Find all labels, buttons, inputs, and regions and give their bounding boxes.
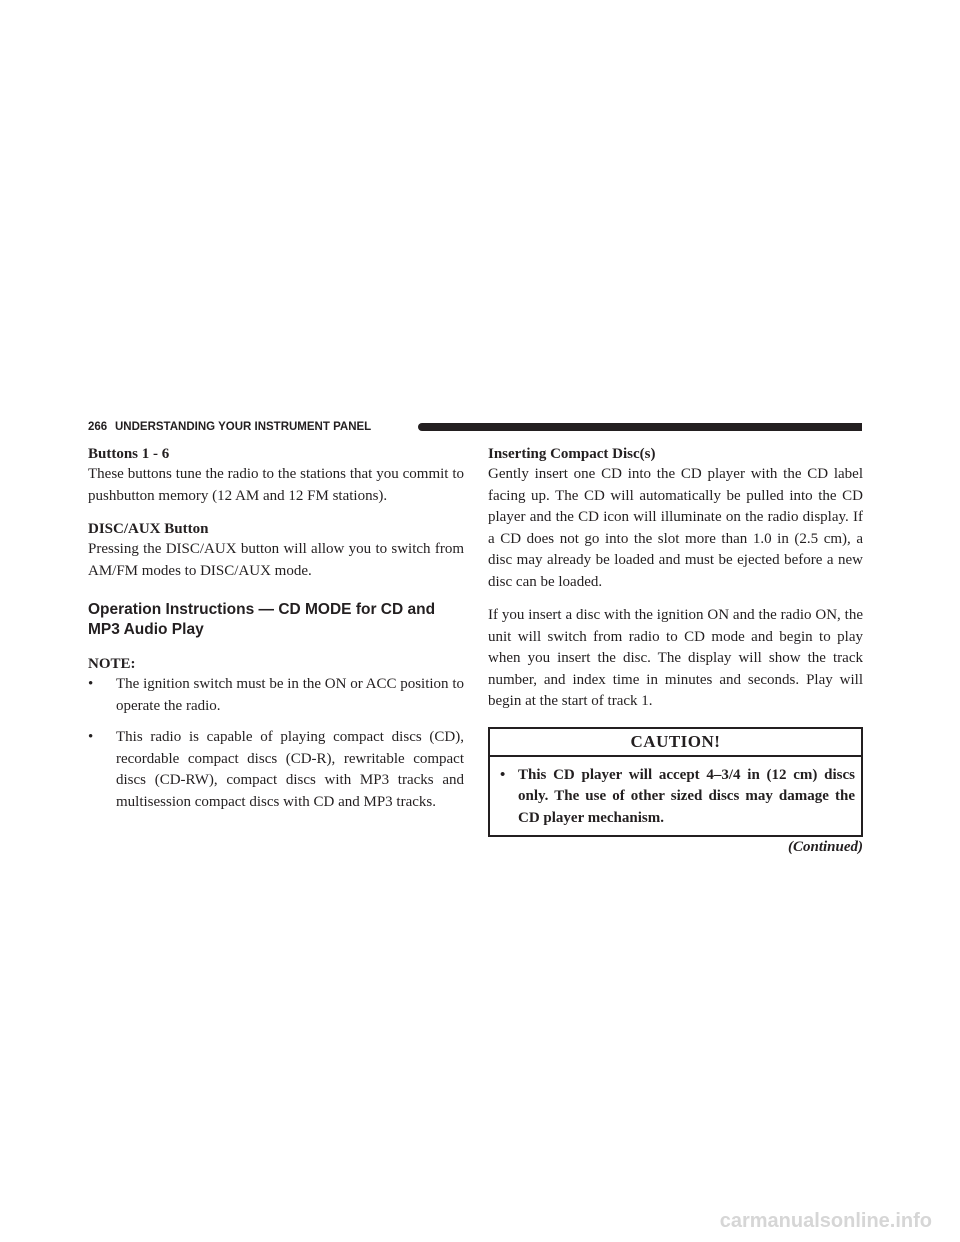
page-header	[88, 420, 862, 434]
ignition-paragraph: If you insert a disc with the ignition ON and the radio ON, the unit will switch from radio to CD mode and begin to play when you insert the disc. The display will show the track number, and index time in minutes and seconds. Play will begin at the start of track 1.	[488, 607, 863, 709]
note-bullet-1	[88, 674, 464, 717]
note-bullet-2	[88, 727, 464, 813]
caution-bullet	[500, 765, 855, 830]
page-number: 266	[88, 421, 108, 433]
right-column	[488, 444, 863, 857]
note-label: NOTE:	[88, 656, 136, 672]
bullet-dot: •	[88, 729, 94, 745]
note-bullet-2-text: This radio is capable of playing compact discs (CD), recordable compact discs (CD-R), rewritable compact discs (CD-RW), compact discs with MP3 tracks and multisession compact discs with CD and MP3 tracks.	[116, 729, 464, 810]
buttons-heading: Buttons 1 - 6	[88, 446, 170, 462]
section-heading-line1: Operation Instructions — CD MODE for CD and	[88, 601, 436, 618]
caution-title: CAUTION!	[490, 729, 861, 757]
caution-box	[488, 727, 863, 838]
inserting-heading: Inserting Compact Disc(s)	[488, 446, 656, 462]
header-rule	[418, 423, 862, 431]
bullet-dot: •	[500, 766, 506, 783]
watermark: carmanualsonline.info	[719, 1210, 932, 1232]
continued-label: (Continued)	[787, 839, 863, 855]
bullet-dot: •	[88, 676, 94, 692]
disc-aux-heading: DISC/AUX Button	[88, 521, 209, 537]
note-bullet-1-text: The ignition switch must be in the ON or ACC position to operate the radio.	[116, 676, 464, 714]
caution-bullet-text: This CD player will accept 4–3/4 in (12 cm) discs only. The use of other sized discs may damage the CD player mechanism.	[518, 766, 855, 826]
buttons-paragraph: These buttons tune the radio to the stations that you commit to pushbutton memory (12 AM and 12 FM stations).	[88, 466, 464, 504]
inserting-paragraph: Gently insert one CD into the CD player with the CD label facing up. The CD will automatically be pulled into the CD player and the CD icon will illuminate on the radio display. If a CD does not go into the slot more than 1.0 in (2.5 cm), a disc may already be loaded and must be ejected before a new disc can be loaded.	[488, 466, 863, 590]
disc-aux-paragraph: Pressing the DISC/AUX button will allow you to switch from AM/FM modes to DISC/AUX mode.	[88, 541, 464, 579]
left-column	[88, 444, 464, 813]
chapter-title: UNDERSTANDING YOUR INSTRUMENT PANEL	[115, 421, 372, 433]
section-heading-line2: MP3 Audio Play	[88, 621, 204, 638]
